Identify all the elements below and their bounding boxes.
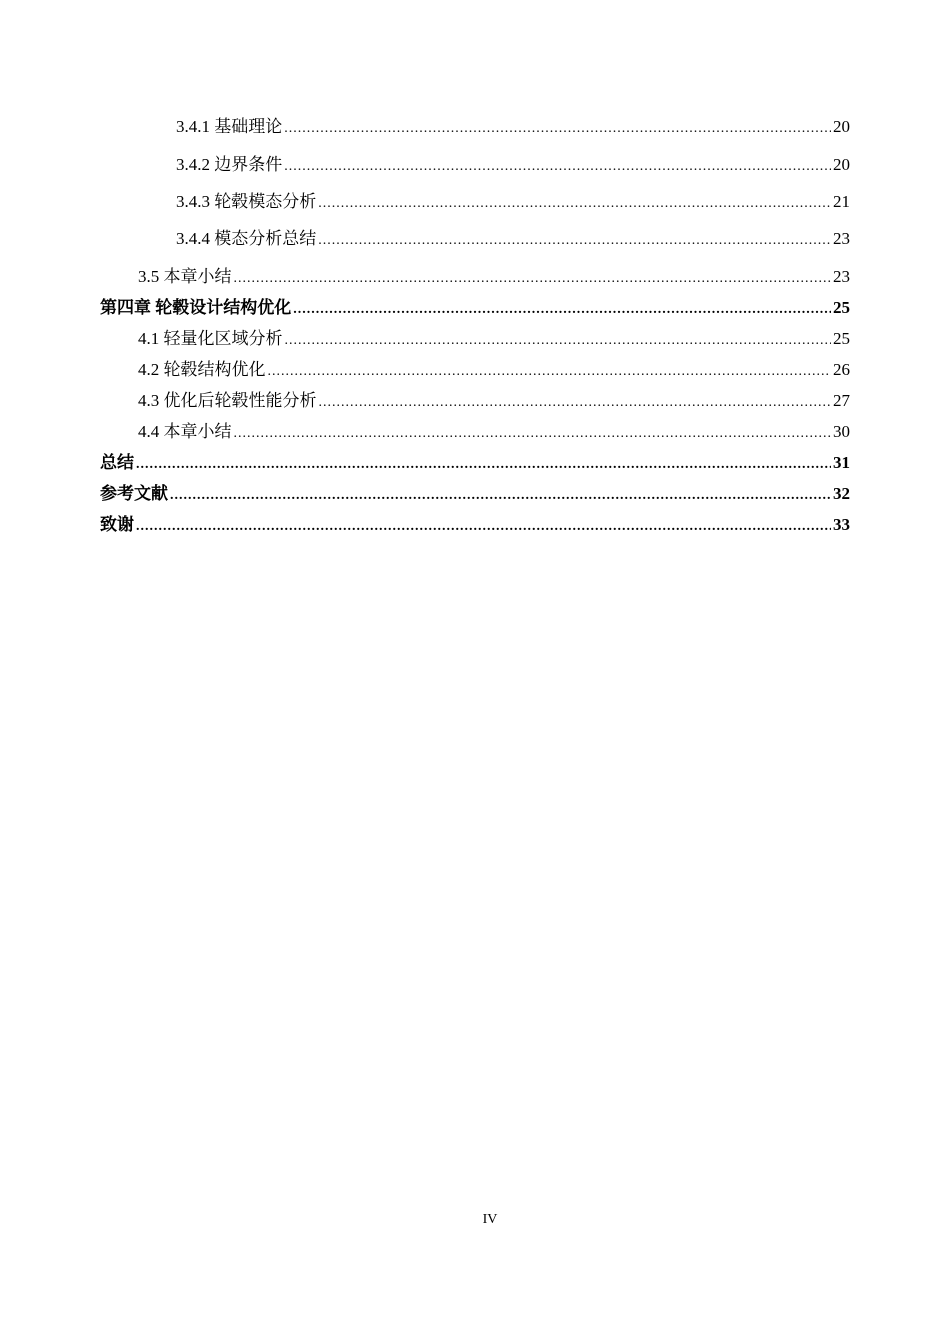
toc-dot-leader xyxy=(284,156,831,178)
toc-dot-leader xyxy=(284,118,831,140)
toc-entry-4-2[interactable] xyxy=(138,359,850,383)
toc-entry-3-4-3[interactable] xyxy=(176,191,850,215)
toc-entry-label: 4.4 本章小结 xyxy=(138,422,232,441)
toc-dot-leader xyxy=(136,454,831,476)
toc-entry-page: 27 xyxy=(833,391,850,410)
toc-entry-label: 4.1 轻量化区域分析 xyxy=(138,329,283,348)
toc-dot-leader xyxy=(170,485,831,507)
toc-entry-label: 致谢 xyxy=(100,515,134,534)
toc-entry-page: 30 xyxy=(833,422,850,441)
toc-entry-page: 23 xyxy=(833,267,850,286)
toc-dot-leader xyxy=(318,193,831,215)
toc-entry-page: 23 xyxy=(833,229,850,248)
toc-dot-leader xyxy=(319,392,832,414)
toc-entry-page: 32 xyxy=(833,484,850,503)
toc-dot-leader xyxy=(234,423,832,445)
toc-entry-label: 3.5 本章小结 xyxy=(138,267,232,286)
toc-entry-label: 参考文献 xyxy=(100,484,168,503)
toc-entry-page: 25 xyxy=(833,329,850,348)
toc-entry-4-1[interactable] xyxy=(138,328,850,352)
toc-entry-acknowledgements[interactable] xyxy=(100,514,850,538)
toc-entry-label: 3.4.4 模态分析总结 xyxy=(176,229,317,248)
toc-entry-page: 21 xyxy=(833,192,850,211)
toc-entry-label: 3.4.3 轮毂模态分析 xyxy=(176,192,317,211)
toc-dot-leader xyxy=(268,361,832,383)
toc-entry-page: 20 xyxy=(833,117,850,136)
toc-dot-leader xyxy=(318,230,831,252)
toc-entry-references[interactable] xyxy=(100,483,850,507)
page-number-footer: IV xyxy=(482,1212,498,1227)
toc-dot-leader xyxy=(293,299,831,321)
toc-entry-4-4[interactable] xyxy=(138,421,850,445)
toc-entry-page: 26 xyxy=(833,360,850,379)
toc-entry-3-5[interactable] xyxy=(138,266,850,290)
toc-entry-label: 3.4.1 基础理论 xyxy=(176,117,283,136)
toc-entry-page: 20 xyxy=(833,155,850,174)
toc-entry-summary[interactable] xyxy=(100,452,850,476)
toc-entry-label: 总结 xyxy=(100,453,134,472)
toc-entry-chapter-4[interactable] xyxy=(100,297,850,321)
toc-entry-label: 3.4.2 边界条件 xyxy=(176,155,283,174)
toc-entry-3-4-2[interactable] xyxy=(176,154,850,178)
toc-entry-page: 25 xyxy=(833,298,850,317)
toc-entry-4-3[interactable] xyxy=(138,390,850,414)
toc-entry-page: 33 xyxy=(833,515,850,534)
toc-entry-label: 4.2 轮毂结构优化 xyxy=(138,360,266,379)
toc-dot-leader xyxy=(234,268,832,290)
toc-entry-page: 31 xyxy=(833,453,850,472)
toc-dot-leader xyxy=(136,516,831,538)
toc-entry-3-4-1[interactable] xyxy=(176,116,850,140)
toc-entry-label: 4.3 优化后轮毂性能分析 xyxy=(138,391,317,410)
toc-entry-label: 第四章 轮毂设计结构优化 xyxy=(100,298,292,317)
toc-entry-3-4-4[interactable] xyxy=(176,228,850,252)
toc-dot-leader xyxy=(285,330,832,352)
